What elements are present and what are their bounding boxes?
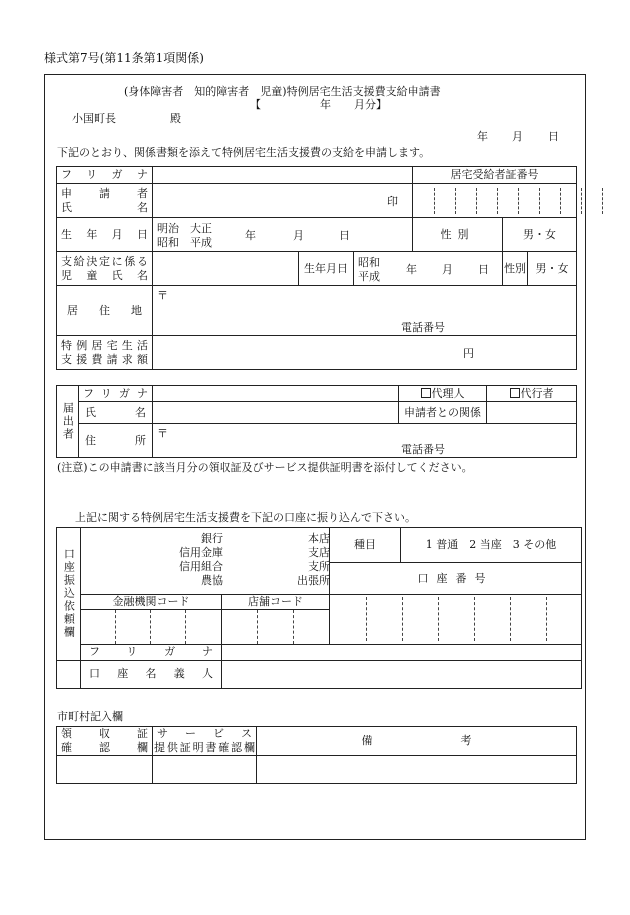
dob-label: 生年月日	[57, 218, 153, 252]
inst-code-digit[interactable]	[186, 609, 222, 644]
branch-type-subbranch: 支所	[308, 560, 330, 573]
sex-options[interactable]: 男・女	[503, 218, 577, 252]
date-day: 日	[548, 130, 559, 143]
holder-name-label: 口座名義人	[81, 660, 222, 688]
branch-code-digit[interactable]	[222, 609, 258, 644]
addressee-name: 小国町長	[72, 112, 116, 125]
account-type-label: 種目	[330, 528, 401, 563]
receipt-check-field[interactable]	[57, 756, 153, 784]
address-label: 居住地	[57, 286, 153, 336]
relation-label: 申請者との関係	[399, 402, 487, 424]
branch-code-label: 店舗コード	[222, 595, 330, 610]
account-type-options[interactable]: 1 普通 2 当座 3 その他	[401, 528, 582, 563]
date-month: 月	[512, 130, 523, 143]
bank-table	[56, 527, 582, 689]
intro-text: 下記のとおり、関係書類を添えて特例居宅生活支援費の支給を申請します。	[57, 146, 431, 159]
era-options-2: 昭和 平成	[157, 236, 212, 249]
child-dob-month: 月	[442, 263, 453, 276]
yen-unit: 円	[463, 347, 474, 360]
notifier-side-label: 届出者	[57, 386, 79, 458]
address-field[interactable]	[153, 286, 577, 336]
inst-code-digit[interactable]	[81, 609, 116, 644]
dob-field[interactable]	[153, 218, 413, 252]
account-number-boxes[interactable]	[330, 595, 582, 645]
service-cert-check-field[interactable]	[153, 756, 257, 784]
applicant-table	[56, 166, 577, 370]
applicant-furigana-label: フリガナ	[57, 167, 153, 184]
bank-type-kumiai: 信用組合	[179, 560, 223, 573]
child-name-label: 支給決定に係る 児童氏名	[57, 252, 153, 286]
account-number-label: 口座番号	[330, 563, 582, 595]
child-era-1: 昭和	[358, 256, 380, 269]
child-dob-day: 日	[478, 263, 489, 276]
addressee-suffix: 殿	[170, 112, 181, 125]
date-year: 年	[477, 130, 488, 143]
bank-side-continued	[57, 660, 81, 688]
notifier-name-field[interactable]	[153, 402, 399, 424]
holder-name-field[interactable]	[222, 660, 582, 688]
sex-label: 性別	[413, 218, 503, 252]
remarks-field[interactable]	[257, 756, 577, 784]
notifier-phone-label: 電話番号	[401, 443, 445, 456]
child-sex-options[interactable]: 男・女	[528, 252, 577, 286]
child-sex-label: 性別	[503, 252, 528, 286]
receipt-check-label: 領収証 確認欄	[57, 727, 153, 756]
remarks-label: 備 考	[257, 727, 577, 756]
child-dob-year: 年	[406, 263, 417, 276]
era-options-1: 明治 大正	[157, 222, 212, 235]
child-name-field[interactable]	[153, 252, 299, 286]
dob-month: 月	[293, 229, 304, 242]
claim-label: 特例居宅生活 支援費請求額	[57, 336, 153, 370]
seal-mark: 印	[387, 195, 399, 208]
cert-number-boxes[interactable]	[413, 184, 577, 218]
office-use-label: 市町村記入欄	[57, 710, 123, 723]
cert-number-label: 居宅受給者証番号	[413, 167, 577, 184]
dob-day: 日	[339, 229, 350, 242]
attachment-note: (注意)この申請書に該当月分の領収証及びサービス提供証明書を添付してください。	[57, 461, 473, 474]
agent-option[interactable]: 代理人	[399, 386, 487, 402]
claim-amount-field[interactable]	[153, 336, 577, 370]
branch-code-digit[interactable]	[294, 609, 330, 644]
agent-checkbox-icon[interactable]	[421, 388, 431, 398]
inst-code-label: 金融機関コード	[81, 595, 222, 610]
notifier-table	[56, 385, 577, 458]
notifier-postal-mark: 〒	[157, 427, 168, 440]
transfer-intro: 上記に関する特例居宅生活支援費を下記の口座に振り込んで下さい。	[75, 511, 416, 524]
notifier-furigana-label: フリガナ	[79, 386, 153, 402]
service-cert-check-label: サービス 提供証明書確認欄	[154, 727, 255, 754]
bank-side-label: 口座振込依頼欄	[57, 528, 81, 661]
child-dob-label: 生年月日	[299, 252, 354, 286]
branch-type-branch: 支店	[308, 546, 330, 559]
form-number: 様式第7号(第11条第1項関係)	[44, 51, 204, 65]
period-open: 【	[250, 98, 261, 111]
phone-label: 電話番号	[401, 321, 445, 334]
branch-code-digit[interactable]	[258, 609, 294, 644]
relation-field[interactable]	[487, 402, 577, 424]
child-era-2: 平成	[358, 270, 380, 283]
applicant-furigana-field[interactable]	[153, 167, 413, 184]
form-title: (身体障害者 知的障害者 児童)特例居宅生活支援費支給申請書	[124, 85, 441, 98]
child-dob-field[interactable]	[354, 252, 503, 286]
holder-furigana-label: フリガナ	[81, 644, 222, 660]
proxy-checkbox-icon[interactable]	[510, 388, 520, 398]
postal-mark: 〒	[157, 289, 168, 302]
period-year: 年	[320, 98, 331, 111]
dob-year: 年	[245, 229, 256, 242]
branch-type-office: 出張所	[297, 574, 330, 587]
holder-furigana-field[interactable]	[222, 644, 582, 660]
notifier-name-label: 氏名	[79, 402, 153, 424]
office-table	[56, 726, 577, 784]
bank-type-shinkin: 信用金庫	[179, 546, 223, 559]
inst-code-digit[interactable]	[116, 609, 151, 644]
branch-type-main: 本店	[308, 532, 330, 545]
proxy-option[interactable]: 代行者	[487, 386, 577, 402]
bank-type-nokyo: 農協	[201, 574, 223, 587]
applicant-name-field[interactable]	[153, 184, 413, 218]
notifier-address-field[interactable]	[153, 424, 577, 458]
notifier-furigana-field[interactable]	[153, 386, 399, 402]
notifier-address-label: 住所	[79, 424, 153, 458]
inst-code-digit[interactable]	[151, 609, 186, 644]
bank-type-bank: 銀行	[201, 532, 223, 545]
bank-name-field[interactable]	[81, 528, 330, 595]
applicant-name-label: 申請者 氏名	[57, 184, 153, 218]
period-month: 月分】	[354, 98, 387, 111]
